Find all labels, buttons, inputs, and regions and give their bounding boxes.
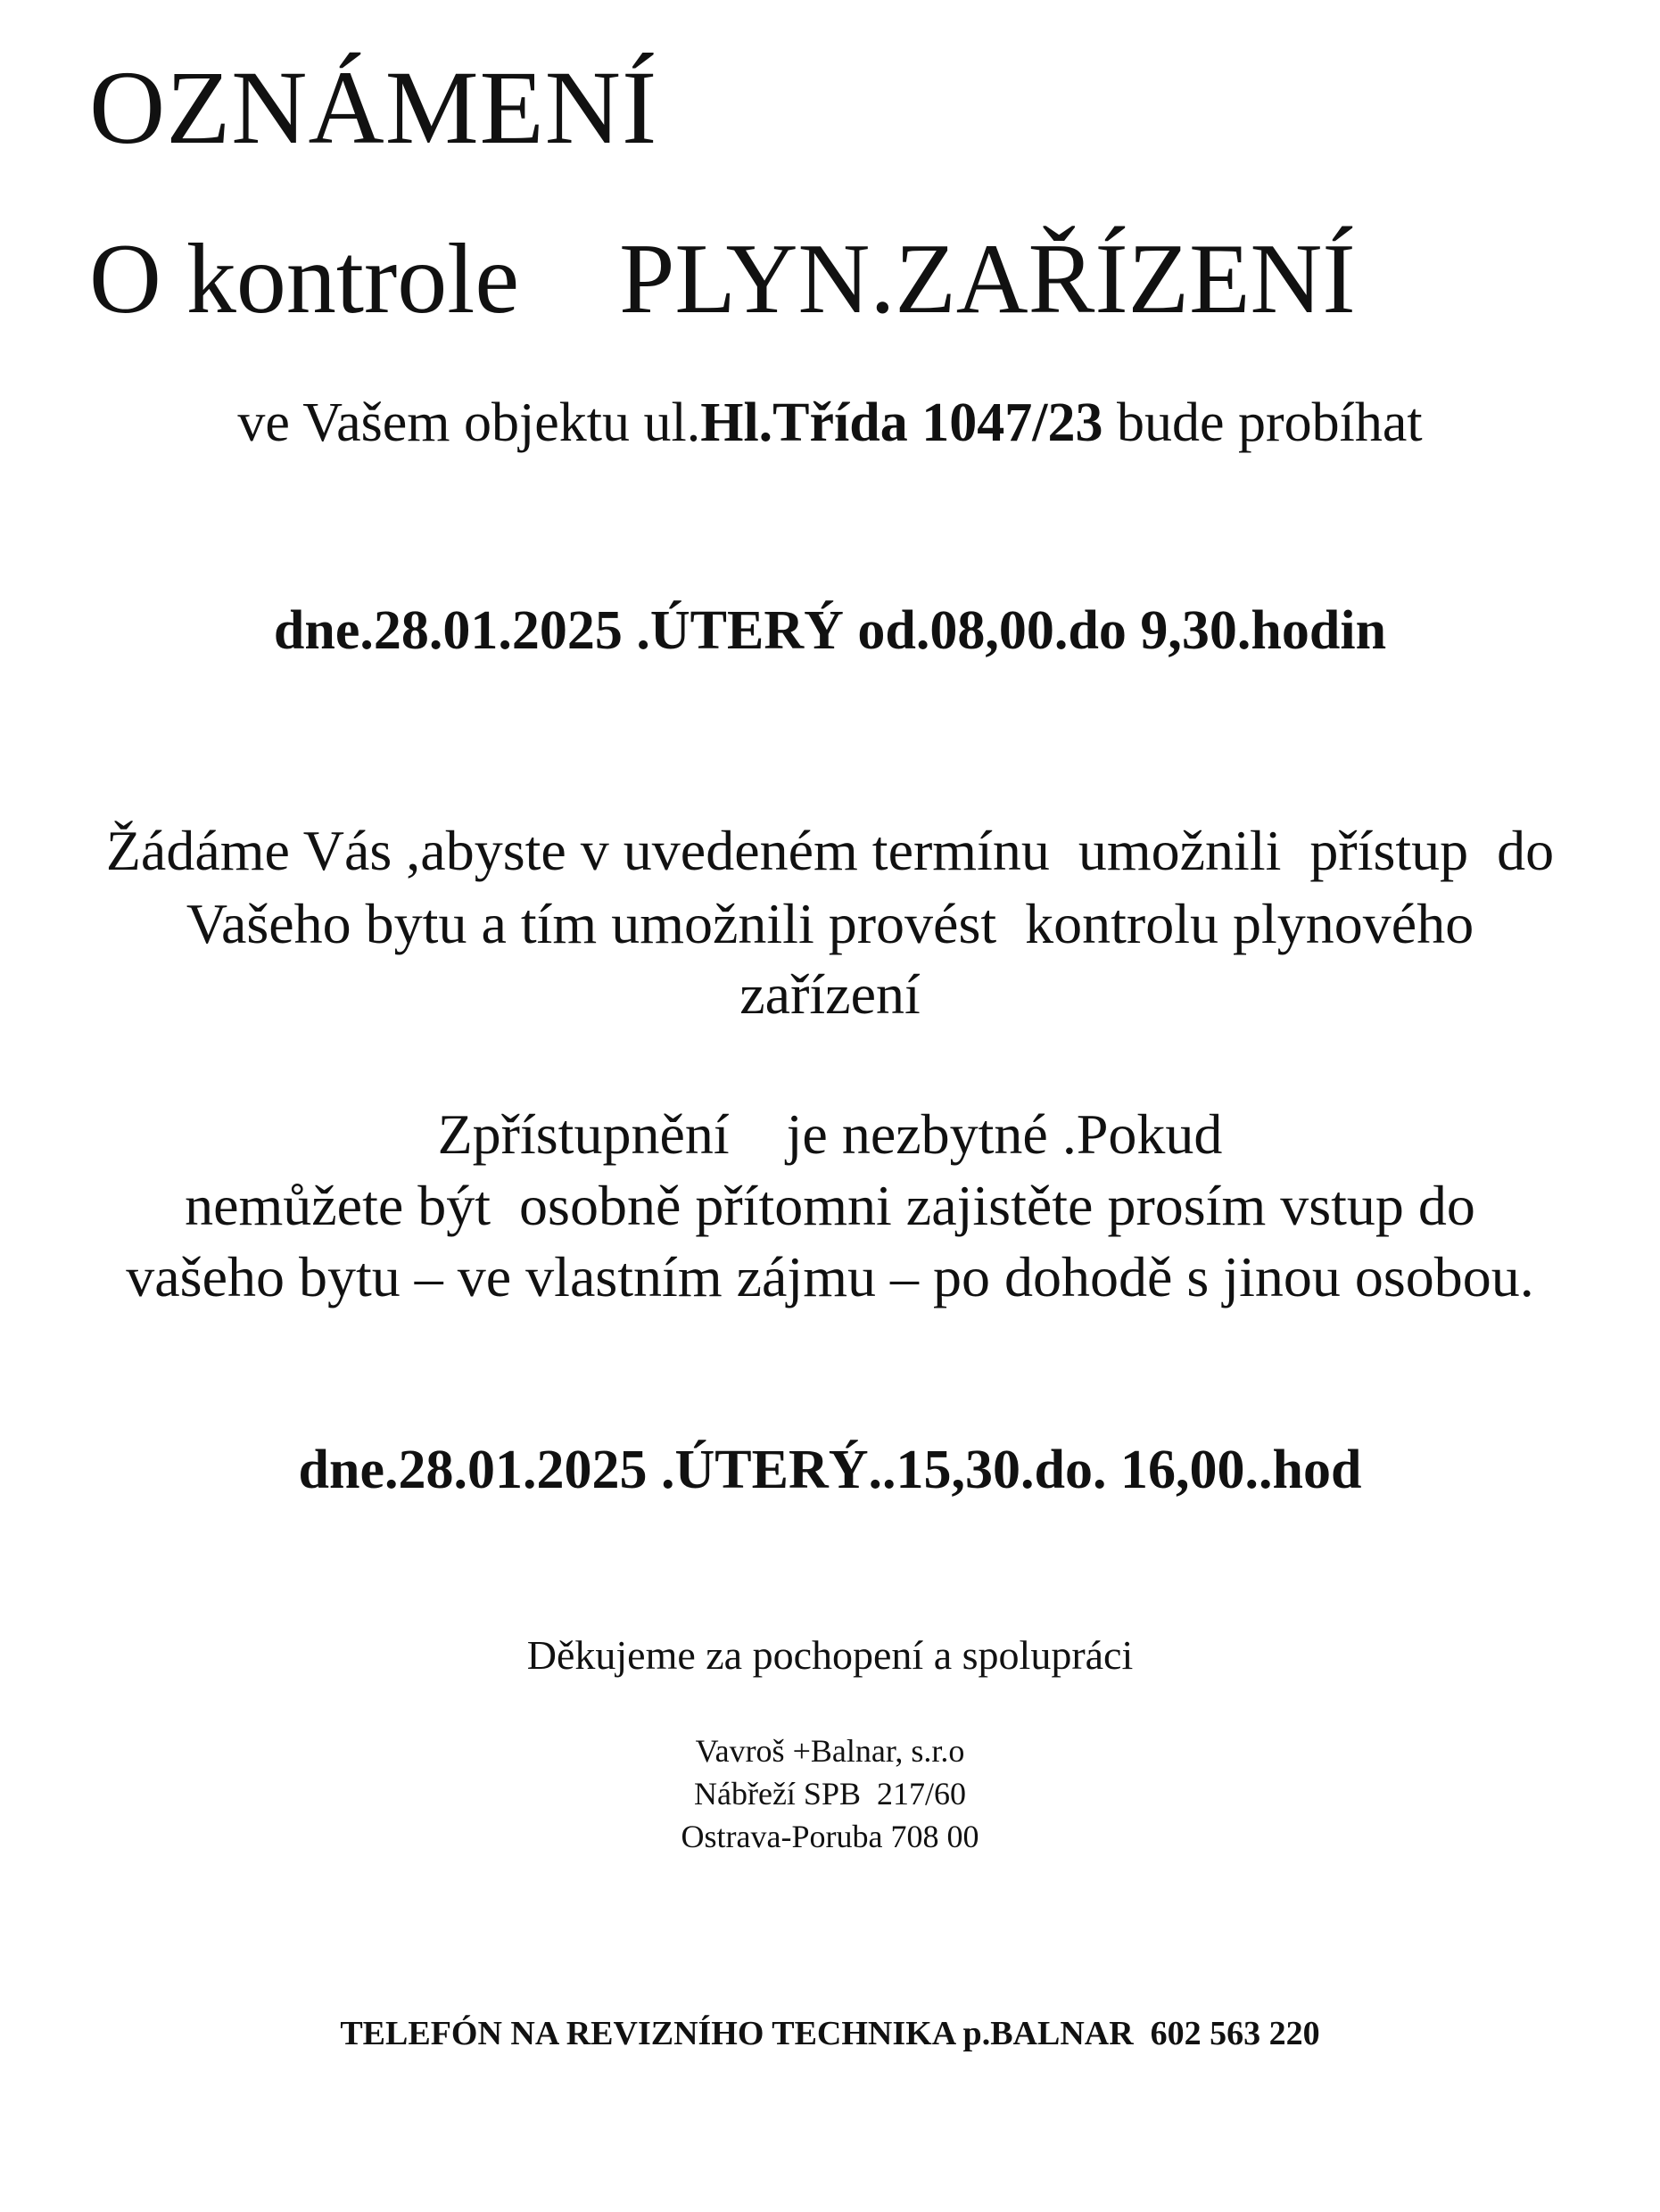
access-line: vašeho bytu – ve vlastním zájmu – po dohodě s jinou osobou. [126, 1245, 1534, 1308]
intro-suffix: bude probíhat [1103, 392, 1423, 453]
company-street: Nábřeží SPB 217/60 [694, 1776, 966, 1812]
inspection-time-slot-afternoon: dne.28.01.2025 .ÚTERÝ..15,30.do. 16,00..hod [298, 1440, 1362, 1500]
intro-sentence [0, 392, 1660, 453]
request-line: Žádáme Vás ,abyste v uvedeném termínu umožnili přístup do [105, 819, 1555, 882]
access-line: Zpřístupnění je nezbytné .Pokud [437, 1102, 1223, 1166]
notice-subtitle: O kontrole PLYN.ZAŘÍZENÍ [89, 224, 1356, 334]
notice-title: OZNÁMENÍ [89, 49, 658, 166]
intro-prefix: ve Vašem objektu ul. [237, 392, 701, 453]
thanks-line: Děkujeme za pochopení a spolupráci [526, 1632, 1134, 1678]
company-city: Ostrava-Poruba 708 00 [681, 1819, 979, 1854]
request-line: Vašeho bytu a tím umožnili provést kontrolu plynového [186, 892, 1474, 955]
intro-address: Hl.Třída 1047/23 [700, 392, 1103, 453]
inspection-time-slot-morning: dne.28.01.2025 .ÚTERÝ od.08,00.do 9,30.hodin [273, 600, 1387, 661]
company-name: Vavroš +Balnar, s.r.o [695, 1733, 965, 1769]
technician-phone: TELEFÓN NA REVIZNÍHO TECHNIKA p.BALNAR 602 563 220 [340, 2015, 1320, 2052]
access-line: nemůžete být osobně přítomni zajistěte prosím vstup do [185, 1174, 1475, 1237]
request-line: zařízení [739, 962, 921, 1026]
